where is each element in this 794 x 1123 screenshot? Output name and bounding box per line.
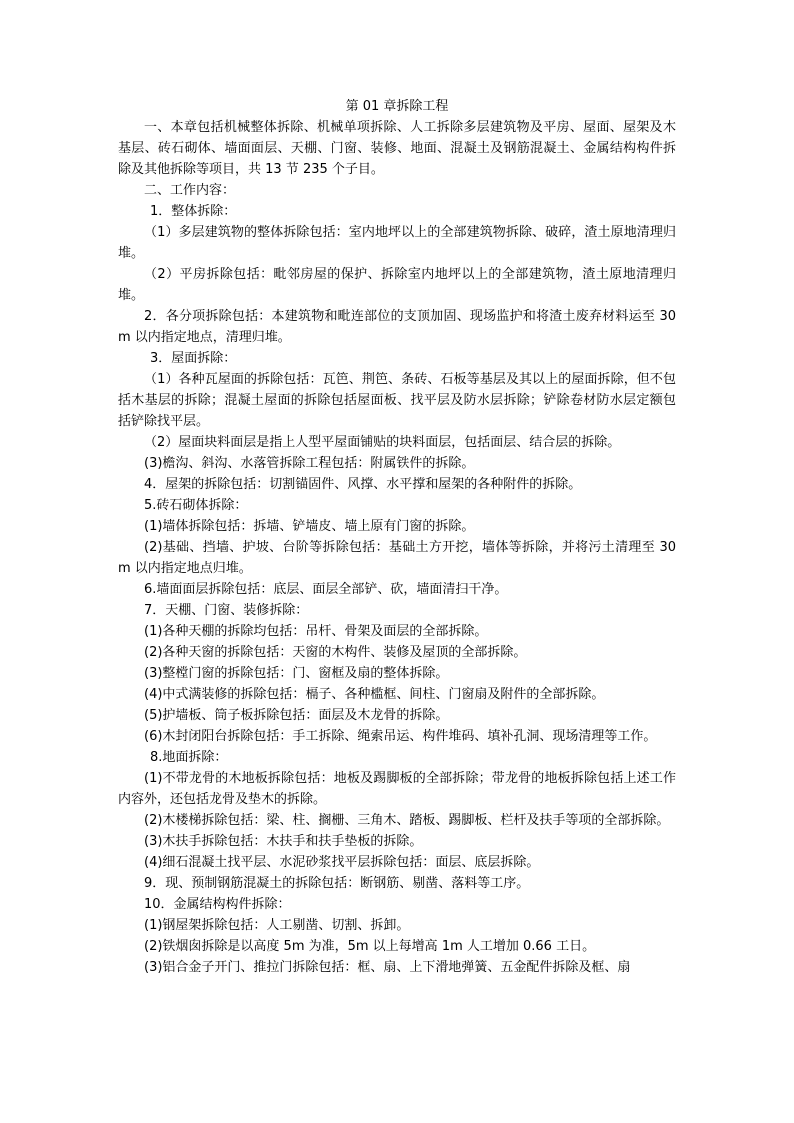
paragraph: 1．整体拆除： <box>150 204 237 219</box>
paragraph: 7．天棚、门窗、装修拆除： <box>144 603 309 618</box>
paragraph: 一、本章包括机械整体拆除、机械单项拆除、人工拆除多层建筑物及平房、屋面、屋架及木基层、砖石砌体、墙面面层、天棚、门窗、装修、地面、混凝土及钢筋混凝土、金属结构构件拆除及其他拆除等项目，共 13 节 235 个子目。 <box>118 120 676 177</box>
document-page <box>118 96 676 978</box>
paragraph: （2）屋面块料面层是指上人型平屋面铺贴的块料面层，包括面层、结合层的拆除。 <box>144 435 621 450</box>
paragraph: 3．屋面拆除： <box>150 351 237 366</box>
paragraph: (6)木封闭阳台拆除包括：手工拆除、绳索吊运、构件堆码、填补孔洞、现场清理等工作。 <box>144 729 657 744</box>
paragraph: 8.地面拆除： <box>150 750 228 765</box>
paragraph: （1）多层建筑物的整体拆除包括：室内地坪以上的全部建筑物拆除、破碎，渣土原地清理归堆。 <box>118 225 676 261</box>
paragraph: 10．金属结构构件拆除： <box>144 897 291 912</box>
paragraph: (3)铝合金子开门、推拉门拆除包括：框、扇、上下滑地弹簧、五金配件拆除及框、扇 <box>144 960 631 975</box>
chapter-title: 第 01 章拆除工程 <box>345 99 449 114</box>
paragraph: (1)不带龙骨的木地板拆除包括：地板及踢脚板的全部拆除；带龙骨的地板拆除包括上述工作内容外，还包括龙骨及垫木的拆除。 <box>118 771 676 807</box>
paragraph: （1）各种瓦屋面的拆除包括：瓦笆、荆笆、条砖、石板等基层及其以上的屋面拆除，但不包括木基层的拆除；混凝土屋面的拆除包括屋面板、找平层及防水层拆除；铲除卷材防水层定额包括铲除找平层。 <box>118 372 676 429</box>
paragraph: 2．各分项拆除包括：本建筑物和毗连部位的支顶加固、现场监护和将渣土废弃材料运至 30m 以内指定地点，清理归堆。 <box>118 309 676 345</box>
paragraph: (2)基础、挡墙、护坡、台阶等拆除包括：基础土方开挖，墙体等拆除，并将污土清理至 30m 以内指定地点归堆。 <box>118 540 676 576</box>
paragraph: (1)钢屋架拆除包括：人工剔凿、切割、拆卸。 <box>144 918 410 933</box>
paragraph: (2)各种天窗的拆除包括：天窗的木构件、装修及屋顶的全部拆除。 <box>144 645 527 660</box>
paragraph: (2)铁烟囱拆除是以高度 5m 为准，5m 以上每增高 1m 人工增加 0.66 工日。 <box>144 939 596 954</box>
paragraph: (3)木扶手拆除包括：木扶手和扶手垫板的拆除。 <box>144 834 423 849</box>
paragraph: （2）平房拆除包括：毗邻房屋的保护、拆除室内地坪以上的全部建筑物，渣土原地清理归堆。 <box>118 267 676 303</box>
paragraph: (1)各种天棚的拆除均包括：吊杆、骨架及面层的全部拆除。 <box>144 624 488 639</box>
paragraph: (3)檐沟、斜沟、水落管拆除工程包括：附属铁件的拆除。 <box>144 456 475 471</box>
paragraph: (3)整樘门窗的拆除包括：门、窗框及扇的整体拆除。 <box>144 666 449 681</box>
paragraph: 5.砖石砌体拆除： <box>144 498 248 513</box>
paragraph: (5)护墙板、筒子板拆除包括：面层及木龙骨的拆除。 <box>144 708 449 723</box>
paragraph: (1)墙体拆除包括：拆墙、铲墙皮、墙上原有门窗的拆除。 <box>144 519 475 534</box>
paragraph: (2)木楼梯拆除包括：梁、柱、搁栅、三角木、踏板、踢脚板、栏杆及扶手等项的全部拆除。 <box>144 813 670 828</box>
paragraph: 6.墙面面层拆除包括：底层、面层全部铲、砍，墙面清扫干净。 <box>144 582 508 597</box>
paragraph: 二、工作内容： <box>144 183 236 198</box>
paragraph: 4．屋架的拆除包括：切割锚固件、风撑、水平撑和屋架的各种附件的拆除。 <box>144 477 582 492</box>
paragraph: (4)中式满装修的拆除包括：槅子、各种槛框、间柱、门窗扇及附件的全部拆除。 <box>144 687 605 702</box>
paragraph: 9．现、预制钢筋混凝土的拆除包括：断钢筋、剔凿、落料等工序。 <box>144 876 530 891</box>
paragraph: (4)细石混凝土找平层、水泥砂浆找平层拆除包括：面层、底层拆除。 <box>144 855 540 870</box>
